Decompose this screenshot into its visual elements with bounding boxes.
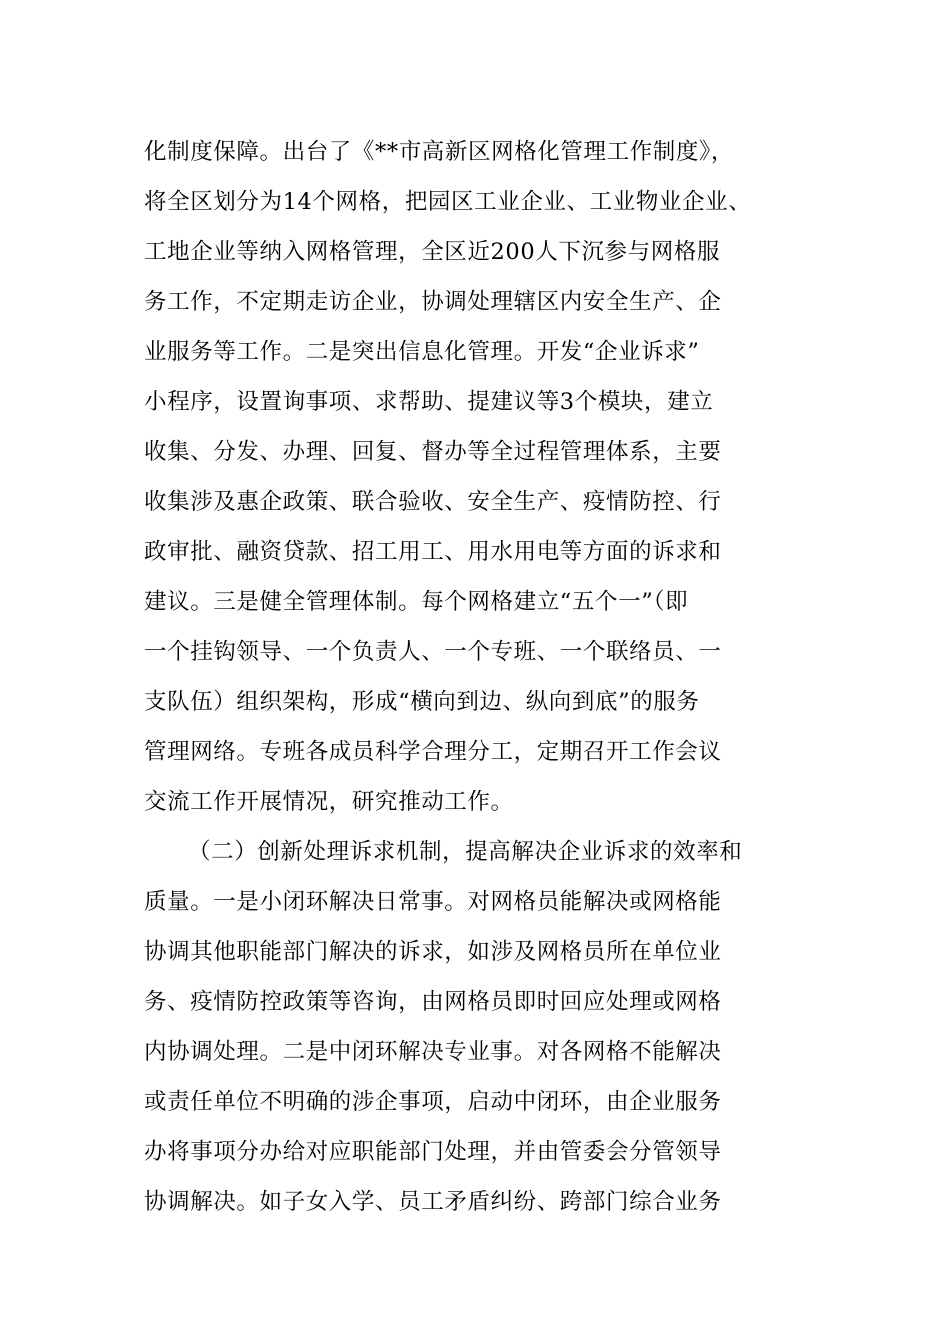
text-line: 务、疫情防控政策等咨询，由网格员即时回应处理或网格 [144,989,722,1015]
text-line: 工地企业等纳入网格管理，全区近200人下沉参与网格服 [144,239,721,265]
text-line: 收集、分发、办理、回复、督办等全过程管理体系，主要 [144,439,722,465]
text-line: 政审批、融资贷款、招工用工、用水用电等方面的诉求和 [144,539,722,565]
text-line: 建议。三是健全管理体制。每个网格建立“五个一”（即 [144,589,689,615]
text-line: 业服务等工作。二是突出信息化管理。开发“企业诉求” [144,339,700,365]
text-line: 一个挂钩领导、一个负责人、一个专班、一个联络员、一 [144,639,722,665]
text-line: 交流工作开展情况，研究推动工作。 [144,789,514,815]
text-line: 将全区划分为14个网格，把园区工业企业、工业物业企业、 [144,189,752,215]
text-line: 内协调处理。二是中闭环解决专业事。对各网格不能解决 [144,1039,722,1065]
text-line: 务工作，不定期走访企业，协调处理辖区内安全生产、企 [144,289,722,315]
paragraph-first-line: （二）创新处理诉求机制，提高解决企业诉求的效率和 [188,839,743,865]
text-line: 小程序，设置询事项、求帮助、提建议等3个模块，建立 [144,389,714,415]
text-line: 管理网络。专班各成员科学合理分工，定期召开工作会议 [144,739,722,765]
text-line: 或责任单位不明确的涉企事项，启动中闭环，由企业服务 [144,1089,722,1115]
text-line: 化制度保障。出台了《**市高新区网格化管理工作制度》， [144,139,734,165]
text-line: 收集涉及惠企政策、联合验收、安全生产、疫情防控、行 [144,489,722,515]
text-line: 质量。一是小闭环解决日常事。对网格员能解决或网格能 [144,889,722,915]
text-line: 协调其他职能部门解决的诉求，如涉及网格员所在单位业 [144,939,722,965]
text-line: 支队伍）组织架构，形成“横向到边、纵向到底”的服务 [144,689,700,715]
text-line: 办将事项分办给对应职能部门处理，并由管委会分管领导 [144,1139,722,1165]
text-line: 协调解决。如子女入学、员工矛盾纠纷、跨部门综合业务 [144,1189,722,1215]
